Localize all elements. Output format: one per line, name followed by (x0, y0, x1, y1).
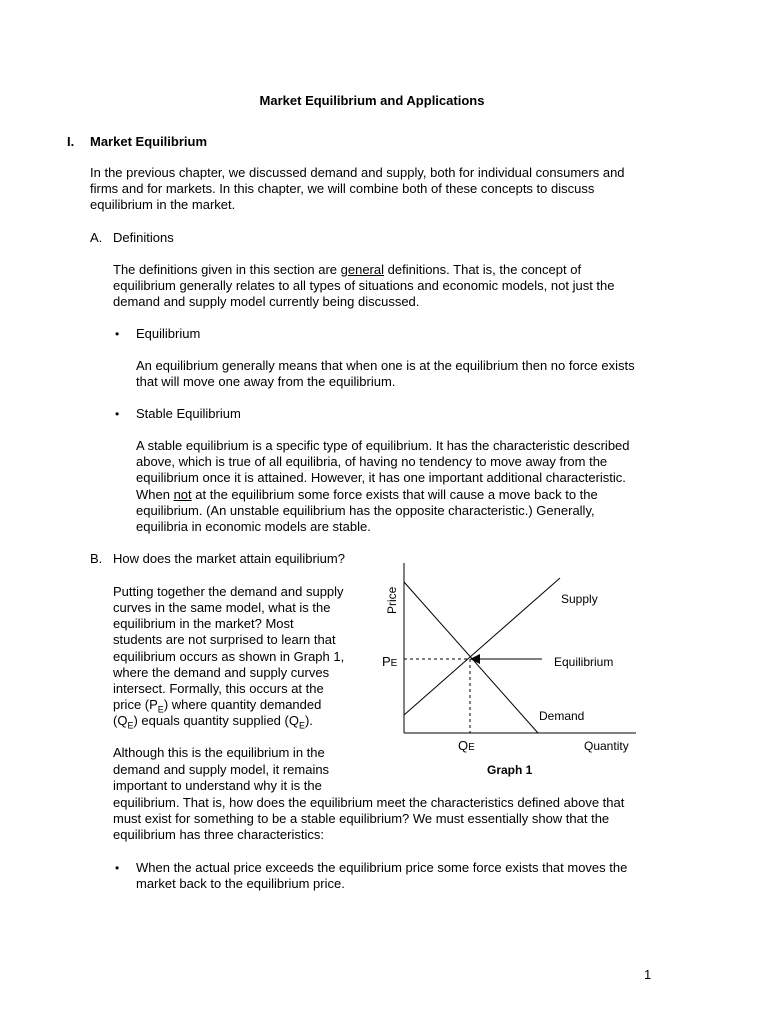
text-run: price (P (113, 697, 158, 712)
subscript: E (390, 658, 398, 669)
bullet-text-line: equilibria in economic models are stable. (136, 519, 371, 534)
supply-curve (404, 578, 560, 715)
text-run: When (136, 487, 174, 502)
body-line: where the demand and supply curves (113, 665, 330, 680)
underlined-word: general (340, 262, 385, 277)
intro-line: equilibrium in the market. (90, 197, 236, 212)
text-run: (Q (113, 713, 128, 728)
text-run: Q (458, 738, 469, 753)
underlined-word: not (173, 487, 192, 502)
bullet-text-line: market back to the equilibrium price. (136, 876, 345, 891)
text-run: ). (304, 713, 313, 728)
bullet-text-line: An equilibrium generally means that when one is at the equilibrium then no force exists (136, 358, 635, 373)
section-number: I. (67, 134, 75, 149)
text-run: definitions. That is, the concept of (384, 262, 582, 277)
body-line: equilibrium has three characteristics: (113, 827, 324, 842)
bullet-text-line: equilibrium. (An unstable equilibrium has the opposite characteristic.) Generally, (136, 503, 595, 518)
bullet-text-line: equilibrium once it is attained. However, it has one important additional characteristic. (136, 470, 626, 485)
x-axis-label: Quantity (584, 739, 629, 753)
body-line: equilibrium occurs as shown in Graph 1, (113, 649, 345, 664)
body-line: Although this is the equilibrium in the (113, 745, 325, 760)
bullet-marker: • (115, 861, 120, 875)
body-line: important to understand why it is the (113, 778, 322, 793)
intro-line: firms and for markets. In this chapter, we will combine both of these concepts to discuss (90, 181, 595, 196)
price-equilibrium-label (382, 654, 398, 669)
bullet-marker: • (115, 407, 120, 421)
body-line: curves in the same model, what is the (113, 600, 331, 615)
text-run: ) where quantity demanded (163, 697, 322, 712)
intro-line: In the previous chapter, we discussed demand and supply, both for individual consumers and (90, 165, 625, 180)
text-run: P (382, 654, 391, 669)
demand-label: Demand (539, 709, 585, 723)
bullet-text-line: When the actual price exceeds the equilibrium price some force exists that moves the (136, 860, 628, 875)
y-axis-label: Price (385, 586, 399, 614)
subsection-heading: How does the market attain equilibrium? (113, 551, 345, 566)
text-run: ) equals quantity supplied (Q (133, 713, 299, 728)
subscript: E (157, 704, 164, 715)
text-run: The definitions given in this section are (113, 262, 341, 277)
bullet-text-line: that will move one away from the equilibrium. (136, 374, 396, 389)
page-title: Market Equilibrium and Applications (259, 93, 485, 108)
bullet-text-line: above, which is true of all equilibria, of having no tendency to move away from the (136, 454, 608, 469)
subscript: E (298, 720, 305, 731)
body-line: must exist for something to be a stable equilibrium? We must essentially show that the (113, 811, 610, 826)
quantity-equilibrium-label (458, 738, 475, 753)
subsection-heading: Definitions (113, 230, 174, 245)
body-line: demand and supply model, it remains (113, 762, 330, 777)
bullet-term: Stable Equilibrium (136, 406, 241, 421)
subscript: E (127, 720, 134, 731)
text-run: at the equilibrium some force exists that will cause a move back to the (191, 487, 598, 502)
body-line: Putting together the demand and supply (113, 584, 344, 599)
graph-caption: Graph 1 (487, 763, 533, 777)
section-heading: Market Equilibrium (90, 134, 208, 149)
subsection-label: A. (90, 230, 103, 245)
bullet-term: Equilibrium (136, 326, 201, 341)
definitions-line: demand and supply model currently being discussed. (113, 294, 420, 309)
supply-label: Supply (561, 592, 598, 606)
body-line: students are not surprised to learn that (113, 632, 336, 647)
bullet-text-line: A stable equilibrium is a specific type of equilibrium. It has the characteristic described (136, 438, 630, 453)
body-line: intersect. Formally, this occurs at the (113, 681, 324, 696)
equilibrium-label: Equilibrium (554, 655, 614, 669)
definitions-line: equilibrium generally relates to all types of situations and economic models, not just the (113, 278, 615, 293)
body-line: equilibrium in the market? Most (113, 616, 294, 631)
subscript: E (468, 742, 475, 753)
body-line: equilibrium. That is, how does the equilibrium meet the characteristics defined above that (113, 795, 625, 810)
page-number: 1 (644, 967, 652, 982)
bullet-marker: • (115, 327, 120, 341)
demand-curve (404, 582, 538, 733)
subsection-label: B. (90, 551, 103, 566)
